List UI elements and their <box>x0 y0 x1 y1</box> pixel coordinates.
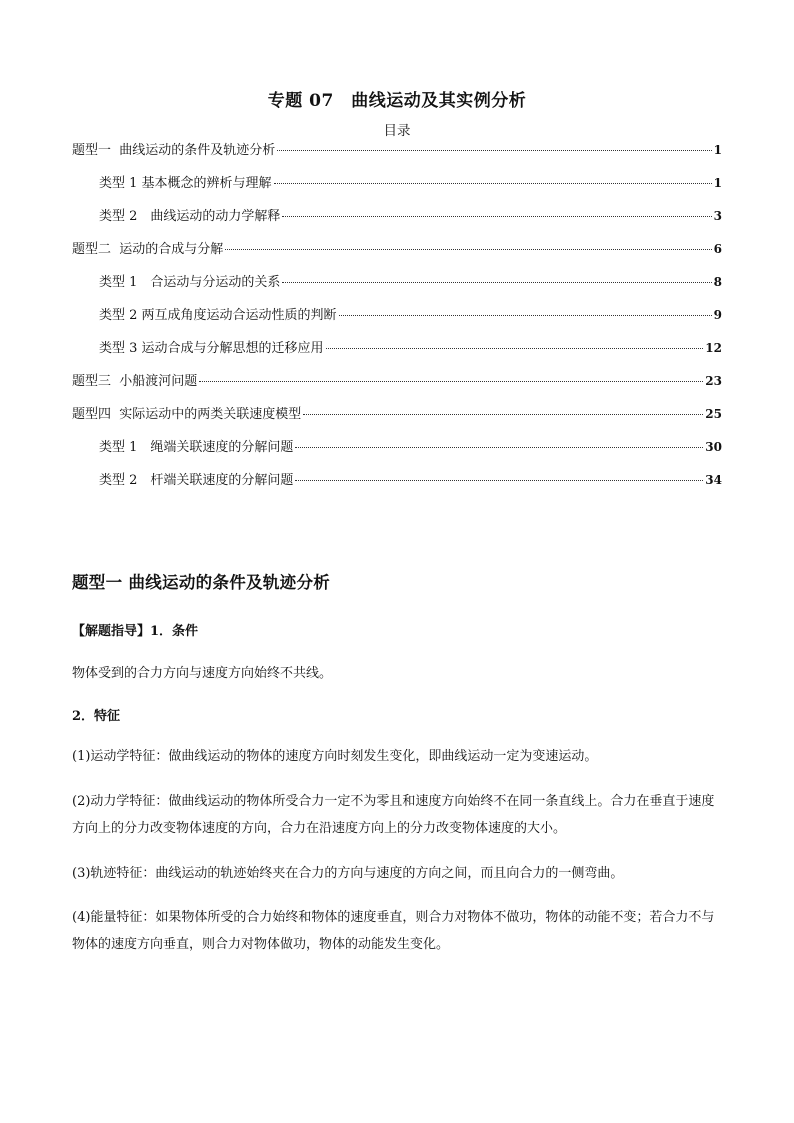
condition-paragraph: 物体受到的合力方向与速度方向始终不共线。 <box>72 666 333 681</box>
feature-paragraph-kinematic: (1)运动学特征：做曲线运动的物体的速度方向时刻发生变化，即曲线运动一定为变速运动。 <box>72 749 598 764</box>
toc-entry-label: 类型 1 基本概念的辨析与理解 <box>99 176 272 191</box>
toc-leader-dots <box>295 447 703 448</box>
toc-entry[interactable] <box>72 338 722 371</box>
guide-label: 【解题指导】1．条件 <box>72 624 199 639</box>
page-title: 专题 07 曲线运动及其实例分析 <box>267 91 527 111</box>
table-of-contents <box>72 140 722 503</box>
toc-leader-dots <box>326 348 704 349</box>
toc-entry-label: 类型 1 绳端关联速度的分解问题 <box>99 440 294 455</box>
toc-page-number: 30 <box>705 440 722 454</box>
toc-leader-dots <box>295 480 703 481</box>
feature-heading: 2．特征 <box>72 709 121 724</box>
toc-entry[interactable] <box>72 470 722 503</box>
toc-page-number: 1 <box>713 176 722 190</box>
toc-entry-label: 类型 2 两互成角度运动合运动性质的判断 <box>99 308 337 323</box>
feature-paragraph-energy: (4)能量特征：如果物体所受的合力始终和物体的速度垂直，则合力对物体不做功，物体的动能不变；若合力不与物体的速度方向垂直，则合力对物体做功，物体的动能发生变化。 <box>72 910 715 952</box>
toc-entry[interactable] <box>72 404 722 437</box>
feature-paragraph-dynamic: (2)动力学特征：做曲线运动的物体所受合力一定不为零且和速度方向始终不在同一条直线上。合力在垂直于速度方向上的分力改变物体速度的方向，合力在沿速度方向上的分力改变物体速度的大小。 <box>72 794 715 836</box>
feature-paragraph-trajectory: (3)轨迹特征：曲线运动的轨迹始终夹在合力的方向与速度的方向之间，而且向合力的一侧弯曲。 <box>72 866 624 881</box>
toc-entry-label: 题型二 运动的合成与分解 <box>72 242 224 257</box>
toc-page-number: 8 <box>713 275 722 289</box>
toc-page-number: 34 <box>705 473 722 487</box>
toc-leader-dots <box>277 150 711 151</box>
toc-entry-label: 类型 2 曲线运动的动力学解释 <box>99 209 281 224</box>
toc-entry-label: 类型 3 运动合成与分解思想的迁移应用 <box>99 341 324 356</box>
toc-page-number: 6 <box>713 242 722 256</box>
toc-leader-dots <box>225 249 711 250</box>
toc-entry-label: 类型 2 杆端关联速度的分解问题 <box>99 473 294 488</box>
toc-entry[interactable] <box>72 272 722 305</box>
toc-entry[interactable] <box>72 371 722 404</box>
toc-page-number: 25 <box>705 407 722 421</box>
toc-entry[interactable] <box>72 437 722 470</box>
toc-entry-label: 题型一 曲线运动的条件及轨迹分析 <box>72 143 276 158</box>
toc-leader-dots <box>339 315 712 316</box>
toc-page-number: 12 <box>705 341 722 355</box>
toc-entry[interactable] <box>72 140 722 173</box>
toc-entry-label: 题型四 实际运动中的两类关联速度模型 <box>72 407 302 422</box>
toc-page-number: 3 <box>713 209 722 223</box>
toc-entry[interactable] <box>72 206 722 239</box>
toc-page-number: 23 <box>705 374 722 388</box>
toc-entry-label: 题型三 小船渡河问题 <box>72 374 198 389</box>
toc-leader-dots <box>303 414 703 415</box>
toc-leader-dots <box>199 381 703 382</box>
toc-heading: 目录 <box>383 123 411 139</box>
toc-leader-dots <box>274 183 712 184</box>
toc-entry-label: 类型 1 合运动与分运动的关系 <box>99 275 281 290</box>
toc-page-number: 9 <box>713 308 722 322</box>
toc-entry[interactable] <box>72 239 722 272</box>
toc-entry[interactable] <box>72 305 722 338</box>
toc-entry[interactable] <box>72 173 722 206</box>
section-heading: 题型一 曲线运动的条件及轨迹分析 <box>72 573 331 592</box>
toc-leader-dots <box>282 282 711 283</box>
toc-leader-dots <box>282 216 711 217</box>
toc-page-number: 1 <box>713 143 722 157</box>
